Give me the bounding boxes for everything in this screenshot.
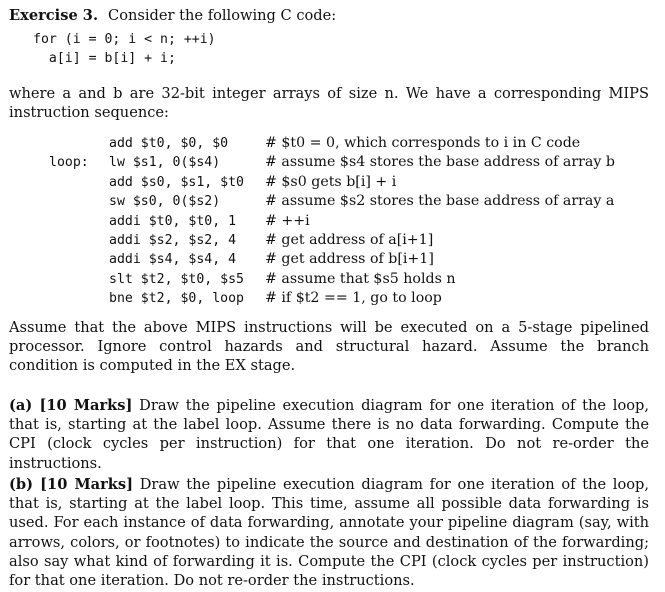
asm-instruction: sw $s0, 0($s2) [109,194,221,210]
part-a-text: Draw the pipeline execution diagram for one iteration of the loop, that is, starting at the label loop. Assume there is no data forwarding. Compute the CPI (clock cycles per instruction) for that one iteration. Do not re-order the instructions. [9,397,649,472]
asm-comment: # $s0 gets b[i] + i [265,173,397,190]
asm-instruction: bne $t2, $0, loop [109,291,244,307]
asm-row [9,250,657,269]
asm-comment: # assume that $s5 holds n [265,270,456,287]
exercise-number: Exercise 3. [9,7,99,24]
part-b [9,475,649,590]
asm-instruction: addi $t0, $t0, 1 [109,213,237,229]
asm-comment: # $t0 = 0, which corresponds to i in C code [265,135,581,151]
part-a-title: (a) [10 Marks] [9,397,133,414]
c-code-line: a[i] = b[i] + i; [33,51,176,67]
asm-row [9,231,657,250]
asm-comment: # get address of b[i+1] [265,251,434,268]
asm-row [9,173,657,192]
asm-label: loop: [49,155,89,171]
asm-instruction: add $s0, $s1, $t0 [109,174,244,190]
mips-code-block [9,134,657,309]
asm-row [9,192,657,211]
asm-comment: # assume $s4 stores the base address of array b [265,154,615,171]
asm-comment: # get address of a[i+1] [265,231,434,248]
asm-instruction: addi $s4, $s4, 4 [109,252,237,268]
asm-row [9,289,657,308]
asm-row [9,270,657,289]
c-code-line: for (i = 0; i < n; ++i) [33,32,216,47]
asm-comment: # ++i [265,212,310,229]
asm-instruction: add $t0, $0, $0 [109,136,229,151]
asm-comment: # assume $s2 stores the base address of array a [265,193,615,210]
asm-instruction: lw $s1, 0($s4) [109,155,221,171]
part-a [9,396,649,473]
asm-row [9,134,657,153]
c-code-block [33,30,216,69]
description-paragraph: where a and b are 32-bit integer arrays of size n. We have a corresponding MIPS instruction sequence: [9,85,649,122]
part-b-title: (b) [10 Marks] [9,476,134,493]
exercise-intro: Consider the following C code: [108,7,337,24]
asm-instruction: addi $s2, $s2, 4 [109,232,237,248]
part-b-text: Draw the pipeline execution diagram for one iteration of the loop, that is, starting at the label loop. This time, assume all possible data forwarding is used. For each instance of data forwarding, annotate your pipeline diagram (say, with arrows, colors, or footnotes) to indicate the source and destination of the forwarding; also say what kind of forwarding it is. Compute the CPI (clock cycles per instruction) for that one iteration. Do not re-order the instructions. [9,476,650,590]
assumptions-paragraph: Assume that the above MIPS instructions will be executed on a 5-stage pipelined processor. Ignore control hazards and structural hazard. Assume the branch condition is computed in the EX stage. [9,319,649,375]
asm-comment: # if $t2 == 1, go to loop [265,290,442,307]
exercise-header [9,6,657,25]
asm-instruction: slt $t2, $t0, $s5 [109,271,244,287]
asm-row [9,153,657,172]
asm-row [9,212,657,231]
